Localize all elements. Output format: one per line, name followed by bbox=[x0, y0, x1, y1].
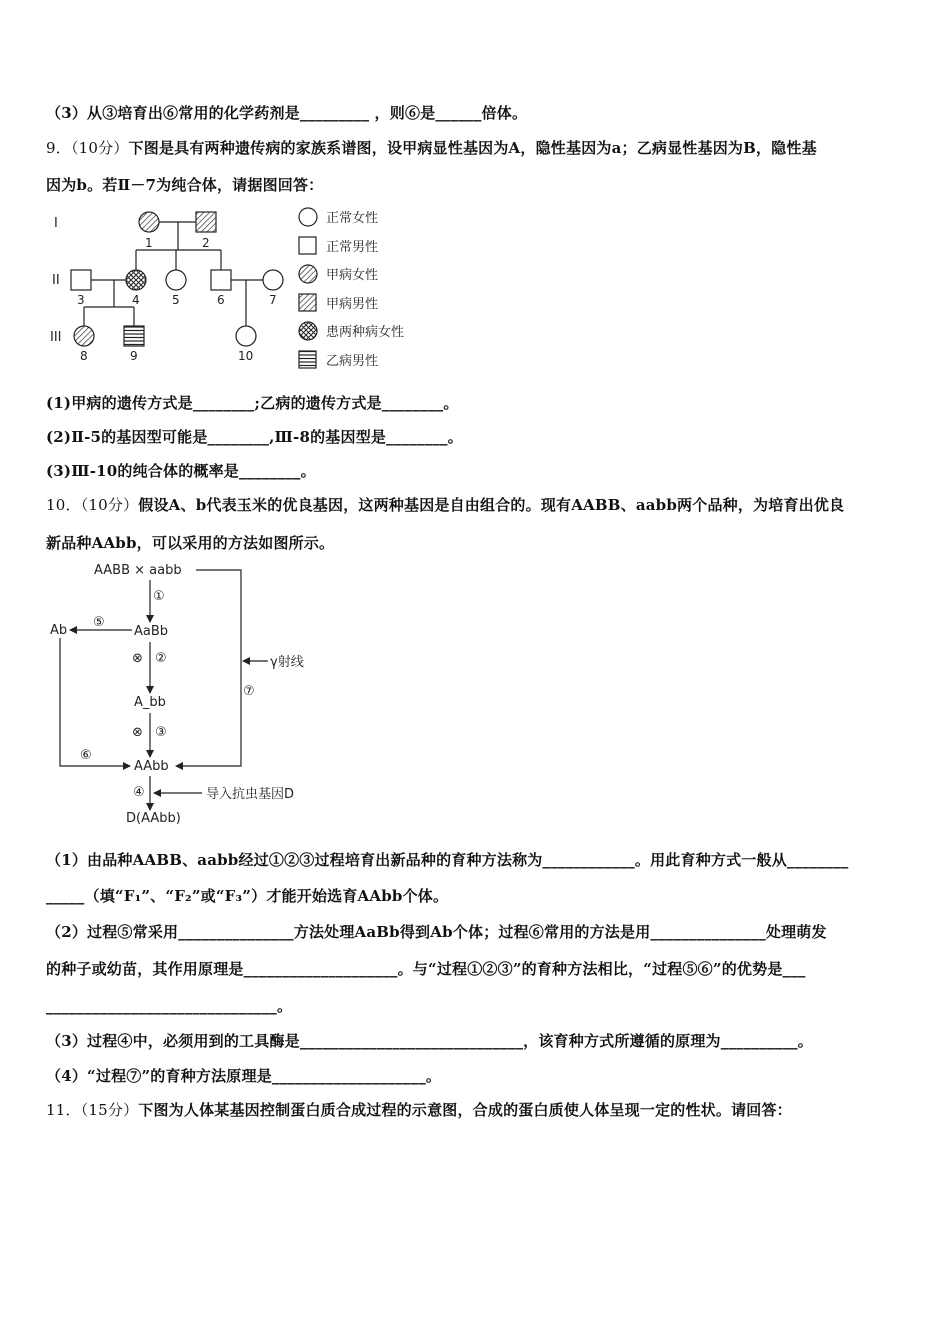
pedigree-chart bbox=[46, 200, 436, 375]
step-2: ② bbox=[155, 651, 167, 666]
q11-stem-line1 bbox=[46, 1099, 792, 1120]
q11-score: （15分） bbox=[80, 1101, 139, 1119]
breeding-diagram bbox=[46, 558, 336, 830]
legend-normal-female-icon bbox=[299, 208, 317, 226]
q9-score: （10分） bbox=[70, 139, 129, 157]
gen-label-III: III bbox=[50, 330, 62, 345]
individual-II-5 bbox=[166, 270, 186, 290]
individual-I-1 bbox=[139, 212, 159, 232]
legend-label-5: 患两种病女性 bbox=[326, 325, 405, 340]
q10-sub2c: ______________________________。 bbox=[46, 997, 293, 1015]
q10-sub2b: 的种子或幼苗，其作用原理是____________________。与“过程①②③”的育种方法相比，“过程⑤⑥”的优势是___ bbox=[46, 960, 806, 978]
id-8: 8 bbox=[80, 349, 88, 363]
self-cross-symbol-1: ⊗ bbox=[132, 651, 143, 666]
step-1: ① bbox=[153, 589, 165, 604]
legend-normal-male-icon bbox=[299, 237, 316, 254]
label-cross: AABB × aabb bbox=[94, 563, 182, 578]
id-9: 9 bbox=[130, 349, 138, 363]
legend-label-6: 乙病男性 bbox=[326, 354, 379, 369]
q9-text1: 下图是具有两种遗传病的家族系谱图，设甲病显性基因为A，隐性基因为a；乙病显性基因为B，隐性基 bbox=[128, 139, 817, 157]
id-1: 1 bbox=[145, 236, 153, 250]
q9-number: 9． bbox=[46, 139, 71, 157]
q10-sub3: （3）过程④中，必须用到的工具酶是_____________________________，该育种方式所遵循的原理为__________。 bbox=[46, 1032, 813, 1050]
label-insert-gene: 导入抗虫基因D bbox=[206, 787, 295, 802]
individual-II-7 bbox=[263, 270, 283, 290]
step-7: ⑦ bbox=[243, 684, 255, 699]
q10-sub4: （4）“过程⑦”的育种方法原理是____________________。 bbox=[46, 1067, 442, 1085]
id-6: 6 bbox=[217, 293, 225, 307]
step-5: ⑤ bbox=[93, 615, 105, 630]
q10-sub1a: （1）由品种AABB、aabb经过①②③过程培育出新品种的育种方法称为____________。用此育种方式一般从________ bbox=[46, 851, 849, 869]
individual-II-4 bbox=[126, 270, 146, 290]
label-gamma-ray: γ射线 bbox=[270, 655, 304, 670]
legend-b-male-icon bbox=[299, 351, 316, 368]
label-A_bb: A_bb bbox=[134, 695, 166, 710]
q11-number: 11． bbox=[46, 1101, 81, 1119]
label-Ab: Ab bbox=[50, 623, 68, 638]
individual-III-9 bbox=[124, 326, 144, 346]
q9-text2: 因为b。若Ⅱ－7为纯合体，请据图回答： bbox=[46, 176, 324, 194]
id-4: 4 bbox=[132, 293, 140, 307]
q10-text1: 假设A、b代表玉米的优良基因，这两种基因是自由组合的。现有AABB、aabb两个品种，为培育出优良 bbox=[138, 496, 845, 514]
individual-III-8 bbox=[74, 326, 94, 346]
label-AaBb: AaBb bbox=[134, 624, 169, 639]
q11-text1: 下图为人体某基因控制蛋白质合成过程的示意图，合成的蛋白质使人体呈现一定的性状。请回答： bbox=[138, 1101, 792, 1119]
legend-a-female-icon bbox=[299, 265, 317, 283]
q8-sub3: （3）从③培育出⑥常用的化学药剂是_________ ，则⑥是______倍体。 bbox=[46, 104, 528, 122]
label-AAbb: AAbb bbox=[134, 759, 169, 774]
individual-II-6 bbox=[211, 270, 231, 290]
individual-I-2 bbox=[196, 212, 216, 232]
label-D-AAbb: D(AAbb) bbox=[126, 811, 181, 826]
step-6: ⑥ bbox=[80, 748, 92, 763]
individual-III-10 bbox=[236, 326, 256, 346]
legend-label-2: 正常男性 bbox=[326, 240, 379, 255]
q10-score: （10分） bbox=[80, 496, 139, 514]
id-2: 2 bbox=[202, 236, 210, 250]
q10-number: 10． bbox=[46, 496, 81, 514]
id-3: 3 bbox=[77, 293, 85, 307]
id-5: 5 bbox=[172, 293, 180, 307]
step-4: ④ bbox=[133, 785, 145, 800]
q9-sub3: (3)Ⅲ-10的纯合体的概率是________。 bbox=[46, 462, 316, 480]
step-3: ③ bbox=[155, 725, 167, 740]
legend-label-3: 甲病女性 bbox=[326, 268, 379, 283]
q9-sub2: (2)Ⅱ-5的基因型可能是________,Ⅲ-8的基因型是________。 bbox=[46, 428, 463, 446]
legend-both-female-icon bbox=[299, 322, 317, 340]
q10-stem-line1 bbox=[46, 494, 844, 515]
self-cross-symbol-2: ⊗ bbox=[132, 725, 143, 740]
individual-II-3 bbox=[71, 270, 91, 290]
gen-label-II: II bbox=[52, 273, 60, 288]
q9-sub1: (1)甲病的遗传方式是________;乙病的遗传方式是________。 bbox=[46, 394, 459, 412]
q10-sub1b: _____（填“F₁”、“F₂”或“F₃”）才能开始选育AAbb个体。 bbox=[46, 887, 449, 905]
q9-stem-line1 bbox=[46, 137, 817, 158]
legend-a-male-icon bbox=[299, 294, 316, 311]
legend-label-4: 甲病男性 bbox=[326, 297, 379, 312]
id-7: 7 bbox=[269, 293, 277, 307]
q10-sub2a: （2）过程⑤常采用_______________方法处理AaBb得到Ab个体；过程⑥常用的方法是用_______________处理萌发 bbox=[46, 923, 827, 941]
legend-label-1: 正常女性 bbox=[326, 211, 379, 226]
q10-text2: 新品种AAbb，可以采用的方法如图所示。 bbox=[46, 534, 335, 552]
gen-label-I: I bbox=[54, 216, 58, 231]
id-10: 10 bbox=[238, 349, 254, 363]
